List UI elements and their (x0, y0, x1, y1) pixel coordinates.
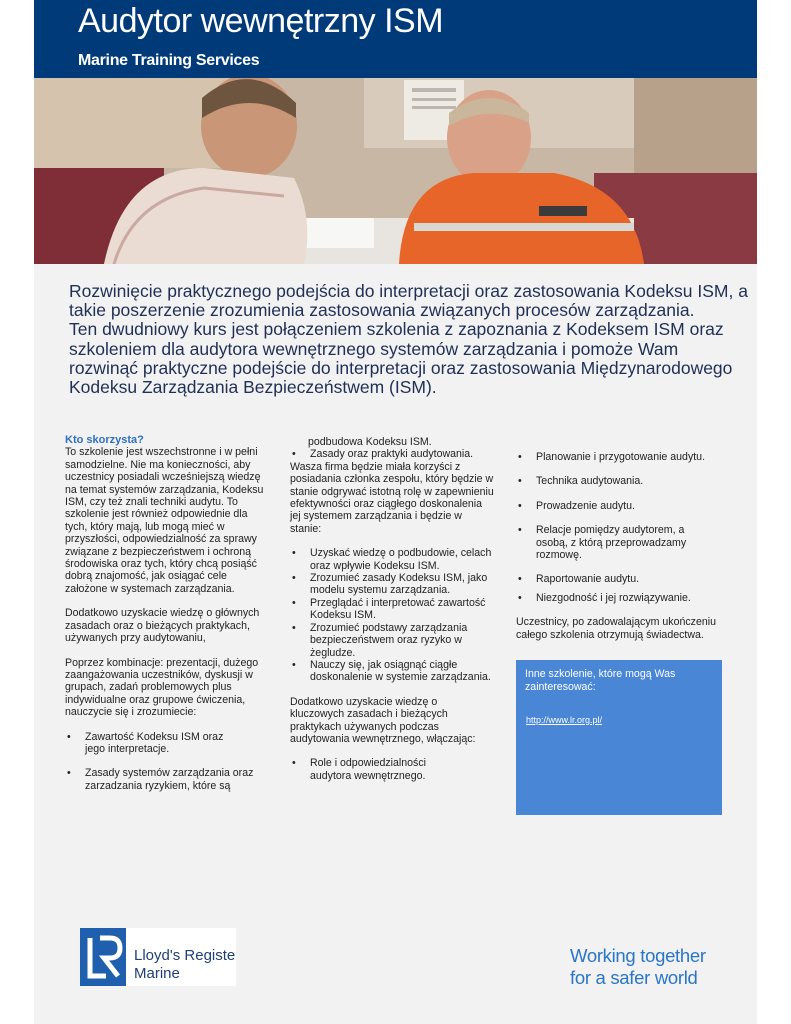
col1-paragraph-2: Dodatkowo uzyskacie wiedzę o głównych zasadach oraz o bieżących praktykach, używanych przy audytowaniu, (65, 607, 260, 645)
header-banner (34, 0, 757, 78)
col2-bullet-list-0 (290, 448, 494, 460)
col3-paragraph-1: Uczestnicy, po zadowalającym ukończeniu całego szkolenia otrzymują świadectwa. (516, 616, 717, 641)
list-item: • Planowanie i przygotowanie audytu. (516, 451, 726, 463)
list-item: • Role i odpowiedzialności audytora wewnętrznego. (290, 757, 450, 782)
section-heading: Kto skorzysta? (65, 434, 144, 446)
col2-bullet-list-1 (290, 547, 494, 683)
list-item: • Zrozumieć zasady Kodeksu ISM, jako modelu systemu zarządzania. (290, 572, 494, 597)
tagline (570, 945, 706, 989)
list-item: • Zasady systemów zarządzania oraz zarzadzania ryzykiem, które są (65, 767, 270, 792)
list-item: • Przeglądać i interpretować zawartość Kodeksu ISM. (290, 597, 494, 622)
intro-paragraph-1: Rozwinięcie praktycznego podejścia do interpretacji oraz zastosowania Kodeksu ISM, a takie poszerzenie zrozumienia zastosowania związanych procesów zarządzania. (69, 281, 748, 321)
list-item: • Nauczy się, jak osiągnąć ciągłe doskonalenie w systemie zarządzania. (290, 659, 494, 684)
intro-text (69, 282, 749, 397)
list-item: • Technika audytowania. (516, 475, 726, 487)
list-item: • Prowadzenie audytu. (516, 500, 726, 512)
list-item: • Relacje pomiędzy audytorem, a osobą, z którą przeprowadzamy rozmowę. (516, 524, 696, 561)
lr-website-link[interactable]: http://www.lr.org.pl/ (526, 715, 603, 725)
brochure-page (34, 0, 757, 1024)
list-item: • Zawartość Kodeksu ISM oraz jego interpretacje. (65, 731, 235, 756)
column-1 (65, 434, 270, 792)
logo-text-line2: Marine (134, 965, 180, 982)
logo-text-line1: Lloyd's Register (134, 947, 236, 964)
page-title: Audytor wewnętrzny ISM (78, 2, 444, 40)
lloyds-register-logo (80, 928, 236, 986)
header-photo (34, 78, 757, 264)
intro-paragraph-2: Ten dwudniowy kurs jest połączeniem szkolenia z zapoznania z Kodeksem ISM oraz szkoleniem dla audytora wewnętrznego systemów zarządzania i pomoże Wam rozwinąć praktyczne podejście do interpretacji oraz zastosowania Międzynarodowego Kodeksu Zarządzania Bezpieczeństwem (ISM). (69, 319, 733, 398)
col2-continuation: podbudowa Kodeksu ISM. (308, 436, 432, 448)
column-3 (516, 451, 726, 641)
list-item: • Raportowanie audytu. (516, 573, 726, 585)
col1-bullet-list (65, 731, 270, 793)
tagline-line-1: Working together (570, 945, 706, 966)
list-item: • Zrozumieć podstawy zarządzania bezpieczeństwem oraz ryzyko w żegludze. (290, 622, 494, 659)
related-training-text: Inne szkolenie, które mogą Was zainteresować: (525, 668, 676, 693)
page-subtitle: Marine Training Services (78, 52, 260, 69)
tagline-line-2: for a safer world (570, 967, 698, 988)
col2-bullet-list-2 (290, 757, 494, 782)
col2-paragraph-2: Dodatkowo uzyskacie wiedzę o kluczowych zasadach i bieżących praktykach używanych podczas audytowania wewnętrznego, włączając: (290, 695, 476, 745)
list-item: • Uzyskać wiedzę o podbudowie, celach oraz wpływie Kodeksu ISM. (290, 547, 494, 572)
col2-paragraph-1: Wasza firma będzie miała korzyści z posiadania członka zespołu, który będzie w stanie odgrywać istotną rolę w zapewnieniu efektywności oraz ciągłego doskonalenia jej systemem zarządzania i będzie w stanie: (290, 460, 494, 535)
list-item: • Zasady oraz praktyki audytowania. (290, 448, 494, 460)
col1-paragraph-3: Poprzez kombinacje: prezentacji, dużego zaangażowania uczestników, dyskusji w grupach, zadań problemowych plus indywidualne oraz grupowe ćwiczenia, nauczycie się i zrozumiecie: (65, 656, 259, 719)
col1-paragraph-1: To szkolenie jest wszechstronne i w pełni samodzielne. Nie ma konieczności, aby uczestnicy posiadali wcześniejszą wiedzę na temat systemów zarządzania, Kodeksu ISM, czy też znali techniki audytu. To szkolenie jest również odpowiednie dla tych, który mają, lub mogą mieć w przyszłości, odpowiedzialność za sprawy związane z bezpieczeństwem i ochroną środowiska oraz tych, który chcą posiąść dobrą znajomość, jak osiągać cele założone w systemach zarządzania. (65, 446, 264, 595)
list-item: • Niezgodność i jej rozwiązywanie. (516, 592, 726, 604)
related-training-box (516, 660, 722, 815)
column-2 (290, 436, 494, 782)
col3-bullet-list (516, 451, 726, 604)
